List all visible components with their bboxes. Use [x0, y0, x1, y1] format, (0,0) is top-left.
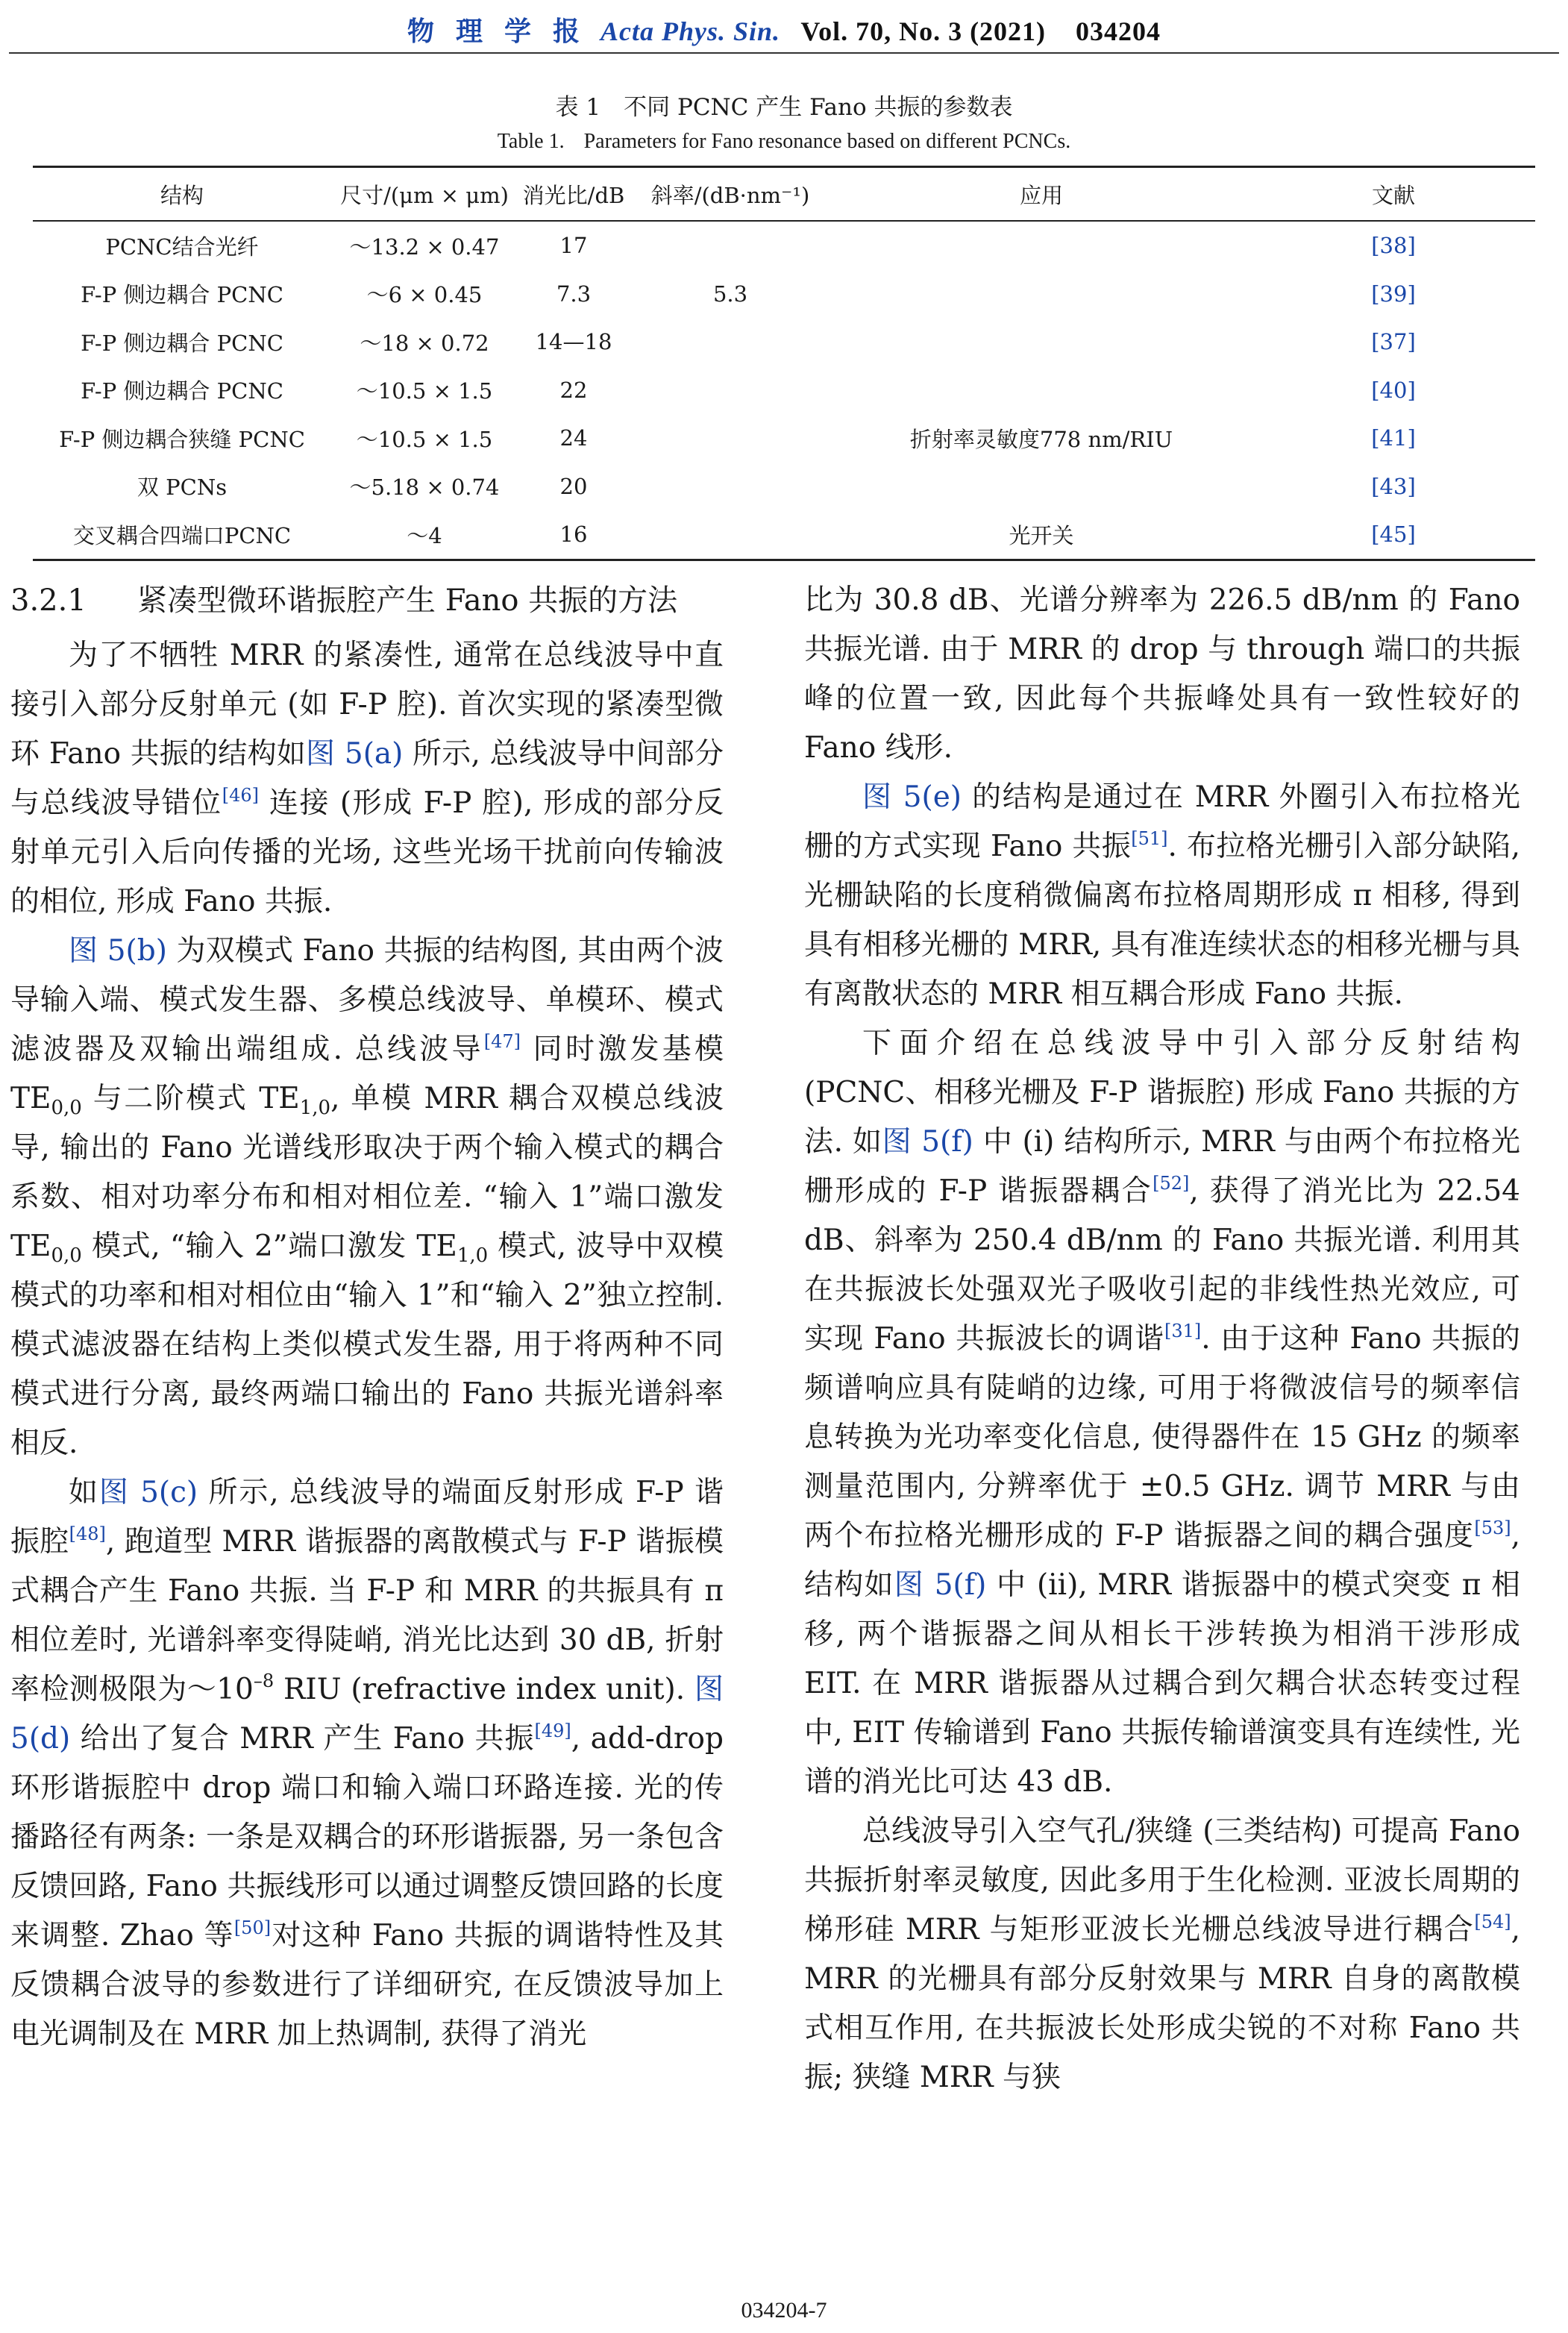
citation-link[interactable]: [52]: [1153, 1173, 1190, 1194]
table-row: [33, 270, 1535, 319]
table-cell: 24: [559, 425, 588, 451]
table-header-cell: 斜率/(dB·nm⁻¹): [630, 167, 831, 222]
table-cell: ～4: [331, 510, 518, 560]
text-run: 为了不牺牲 MRR 的紧凑性, 通常在总线波导中直接引入部分反射单元 (如 F-P 腔). 首次实现的紧凑型微环 Fano 共振的结构如: [10, 639, 724, 771]
body-paragraph: [804, 773, 1520, 1019]
table-cell: F-P 侧边耦合 PCNC: [81, 378, 283, 404]
header-rule: [9, 52, 1559, 54]
text-run: , 跑道型 MRR 谐振器的离散模式与 F-P 谐振模式耦合产生 Fano 共振. 当 F-P 和 MRR 的共振具有 π 相位差时, 光谱斜率变得陡峭, 消光比达到 30 dB, 折射率检测极限为～10: [10, 1525, 724, 1706]
reference-link[interactable]: [45]: [1252, 510, 1535, 560]
text-run: 如: [69, 1476, 99, 1509]
section-title: 紧凑型微环谐振腔产生 Fano 共振的方法: [137, 583, 678, 618]
reference-link[interactable]: [43]: [1371, 473, 1416, 499]
table-cell: 交叉耦合四端口PCNC: [33, 510, 331, 560]
reference-link[interactable]: [38]: [1371, 233, 1416, 259]
table-cell: 20: [559, 473, 588, 499]
citation-link[interactable]: [54]: [1474, 1911, 1511, 1932]
table-cell: ～5.18 × 0.74: [349, 475, 500, 501]
text-run: 中 (i) 结构所示, MRR 与由两个布拉格光栅形成的 F-P 谐振器耦合: [804, 1125, 1521, 1208]
figure-link[interactable]: 图 5(b): [69, 934, 167, 968]
figure-link[interactable]: 图 5(c): [98, 1476, 198, 1509]
body-paragraph: [804, 1807, 1520, 2102]
figure-link[interactable]: 图 5(a): [306, 737, 404, 771]
volume-info: Vol. 70, No. 3 (2021): [800, 16, 1047, 46]
reference-link[interactable]: [40]: [1371, 377, 1416, 403]
citation-link[interactable]: [53]: [1474, 1518, 1511, 1538]
text-run: 比为 30.8 dB、光谱分辨率为 226.5 dB/nm 的 Fano 共振光谱. 由于 MRR 的 drop 与 through 端口的共振峰的位置一致, 因此每个共振峰处具有一致性较好的 Fano 线形.: [804, 583, 1520, 765]
text-run: 总线波导引入空气孔/狭缝 (三类结构) 可提高 Fano 共振折射率灵敏度, 因此多用于生化检测. 亚波长周期的梯形硅 MRR 与矩形亚波长光栅总线波导进行耦合: [804, 1814, 1520, 1947]
text-run: , 结构如: [804, 1519, 1520, 1602]
citation-link[interactable]: [46]: [222, 785, 259, 806]
text-run: 下面介绍在总线波导中引入部分反射结构 (PCNC、相移光栅及 F-P 谐振腔) 形成 Fano 共振的方法. 如: [804, 1027, 1520, 1159]
table-cell: 5.3: [712, 281, 748, 307]
table-header-cell: 消光比/dB: [518, 167, 630, 222]
citation-link[interactable]: [48]: [69, 1524, 106, 1544]
text-run: 对这种 Fano 共振的调谐特性及其反馈耦合波导的参数进行了详细研究, 在反馈波导加上电光调制及在 MRR 加上热调制, 获得了消光: [10, 1919, 724, 2051]
table-cell: 16: [518, 510, 630, 560]
right-column: [804, 576, 1520, 2102]
body-paragraph: [804, 1019, 1520, 1807]
table-caption-en: [0, 130, 1568, 154]
citation-link[interactable]: [49]: [534, 1720, 571, 1741]
text-run: , 获得了消光比为 22.54 dB、斜率为 250.4 dB/nm 的 Fano 共振光谱. 利用其在共振波长处强双光子吸收引起的非线性热光效应, 可实现 Fano 共振波长的调谐: [804, 1174, 1520, 1356]
table-row: [33, 318, 1535, 366]
text-run: 模式, “输入 2”端口激发 TE: [81, 1230, 457, 1263]
table-cell: F-P 侧边耦合 PCNC: [81, 282, 283, 308]
table-caption-cn: 表 1 不同 PCNC 产生 Fano 共振的参数表: [555, 94, 1013, 121]
table-header-cell: 结构: [33, 167, 331, 222]
text-run: , 单模 MRR 耦合双模总线波导, 输出的 Fano 光谱线形取决于两个输入模式的耦合系数、相对功率分布和相对相位差. “输入 1”端口激发 TE: [10, 1082, 724, 1263]
text-run: 模式, 波导中双模模式的功率和相对相位由“输入 1”和“输入 2”独立控制. 模式滤波器在结构上类似模式发生器, 用于将两种不同模式进行分离, 最终两端口输出的 Fano 共振光谱斜率相反.: [10, 1230, 724, 1460]
figure-link[interactable]: 图 5(f): [882, 1125, 973, 1159]
text-run: 给出了复合 MRR 产生 Fano 共振: [70, 1722, 535, 1756]
table-cell: [630, 318, 831, 366]
reference-link[interactable]: [37]: [1371, 329, 1416, 355]
table-header-cell: 应用: [831, 167, 1252, 222]
journal-abbreviation: Acta Phys. Sin.: [600, 16, 781, 46]
page-number: 034204-7: [741, 2298, 827, 2323]
table-header-row: [33, 167, 1535, 222]
table-cell: [831, 463, 1252, 511]
citation-link[interactable]: [50]: [233, 1917, 272, 1938]
table-cell: ～13.2 × 0.47: [349, 234, 500, 260]
body-paragraph: [10, 631, 724, 927]
table-cell: [831, 318, 1252, 366]
table-cell: ～10.5 × 1.5: [356, 378, 493, 404]
table-header-cell: 尺寸/(μm × μm): [331, 167, 518, 222]
text-run: 连接 (形成 F-P 腔), 形成的部分反射单元引入后向传播的光场, 这些光场干扰前向传输波的相位, 形成 Fano 共振.: [10, 786, 724, 918]
mode-subscript: 0,0: [51, 1244, 82, 1267]
table-cell: ～18 × 0.72: [360, 330, 489, 356]
text-run: 中 (ii), MRR 谐振器中的模式突变 π 相移, 两个谐振器之间从相长干涉转换为相消干涉形成 EIT. 在 MRR 谐振器从过耦合到欠耦合状态转变过程中, EIT 传输谱到 Fano 共振传输谱演变具有连续性, 光谱的消光比可达 43 dB.: [804, 1568, 1520, 1799]
table-cell: F-P 侧边耦合 PCNC: [81, 330, 283, 356]
mode-subscript: 0,0: [51, 1097, 82, 1119]
table-row: [33, 510, 1535, 560]
text-run: , MRR 的光栅具有部分反射效果与 MRR 自身的离散模式相互作用, 在共振波长处形成尖锐的不对称 Fano 共振; 狭缝 MRR 与狭: [804, 1913, 1520, 2094]
citation-link[interactable]: [47]: [483, 1031, 521, 1052]
exponent: –8: [253, 1670, 275, 1691]
mode-subscript: 1,0: [299, 1097, 331, 1119]
left-column: [10, 576, 724, 2059]
article-number: 034204: [1076, 16, 1161, 46]
body-paragraph: [804, 576, 1520, 773]
table-cell: 折射率灵敏度778 nm/RIU: [909, 426, 1173, 452]
table-cell: 14—18: [535, 329, 612, 355]
table-cell: [630, 366, 831, 415]
table-cell: [831, 366, 1252, 415]
section-heading: [10, 576, 724, 625]
table-row: [33, 366, 1535, 415]
text-run: RIU (refractive index unit).: [274, 1673, 694, 1706]
journal-name-cn: 物 理 学 报: [407, 16, 587, 46]
table-cell: 22: [559, 377, 588, 403]
citation-link[interactable]: [31]: [1164, 1321, 1202, 1341]
table-cell: ～6 × 0.45: [366, 282, 483, 308]
running-header: [0, 10, 1568, 48]
table-row: [33, 221, 1535, 270]
table-cell: 7.3: [556, 281, 592, 307]
citation-link[interactable]: [51]: [1131, 828, 1168, 849]
table-cell: [630, 221, 831, 270]
table-caption-en-text: Parameters for Fano resonance based on different PCNCs.: [583, 130, 1071, 153]
text-run: , add-drop 环形谐振腔中 drop 端口和输入端口环路连接. 光的传播路径有两条: 一条是双耦合的环形谐振器, 另一条包含反馈回路, Fano 共振线形可以通过调整反馈回路的长度来调整. Zhao 等: [10, 1722, 724, 1952]
table-cell: 17: [559, 233, 588, 259]
text-run: 所示, 总线波导的端面反射形成 F-P 谐振腔: [10, 1476, 724, 1559]
figure-link[interactable]: 图 5(e): [862, 780, 962, 814]
table-row: [33, 414, 1535, 463]
body-paragraph: [10, 1468, 724, 2059]
body-paragraph: [10, 927, 724, 1468]
figure-link[interactable]: 图 5(d): [10, 1673, 724, 1756]
table-cell: 光开关: [831, 510, 1252, 560]
reference-link[interactable]: [41]: [1371, 425, 1416, 451]
table-cell: F-P 侧边耦合狭缝 PCNC: [59, 426, 305, 452]
table-row: [33, 463, 1535, 511]
table-cell: [630, 510, 831, 560]
mode-subscript: 1,0: [457, 1244, 489, 1267]
text-run: 的结构是通过在 MRR 外圈引入布拉格光栅的方式实现 Fano 共振: [804, 780, 1520, 863]
parameter-table: [33, 166, 1535, 561]
section-number: 3.2.1: [10, 583, 87, 618]
text-run: 同时激发基模 TE: [10, 1033, 724, 1115]
table-cell: 双 PCNs: [137, 475, 228, 501]
table-cell: [831, 221, 1252, 270]
text-run: 所示, 总线波导中间部分与总线波导错位: [10, 737, 724, 820]
table-cell: [630, 414, 831, 463]
table-cell: [630, 463, 831, 511]
text-run: 为双模式 Fano 共振的结构图, 其由两个波导输入端、模式发生器、多模总线波导、单模环、模式滤波器及双输出端组成. 总线波导: [10, 934, 724, 1066]
text-run: . 由于这种 Fano 共振的频谱响应具有陡峭的边缘, 可用于将微波信号的频率信息转换为光功率变化信息, 使得器件在 15 GHz 的频率测量范围内, 分辨率优于 ±0.5 GHz. 调节 MRR 与由两个布拉格光栅形成的 F-P 谐振器之间的耦合强度: [804, 1322, 1521, 1553]
table-cell: PCNC结合光纤: [105, 234, 259, 260]
table-header-cell: 文献: [1252, 167, 1535, 222]
text-run: . 布拉格光栅引入部分缺陷, 光栅缺陷的长度稍微偏离布拉格周期形成 π 相移, 得到具有相移光栅的 MRR, 具有准连续状态的相移光栅与具有离散状态的 MRR 相互耦合形成 Fano 共振.: [804, 830, 1520, 1011]
table-cell: [831, 270, 1252, 319]
text-run: 与二阶模式 TE: [81, 1082, 300, 1115]
table-cell: ～10.5 × 1.5: [356, 426, 493, 452]
figure-link[interactable]: 图 5(f): [894, 1568, 987, 1602]
reference-link[interactable]: [39]: [1371, 281, 1416, 307]
table-caption-en-tag: Table 1.: [497, 130, 565, 153]
